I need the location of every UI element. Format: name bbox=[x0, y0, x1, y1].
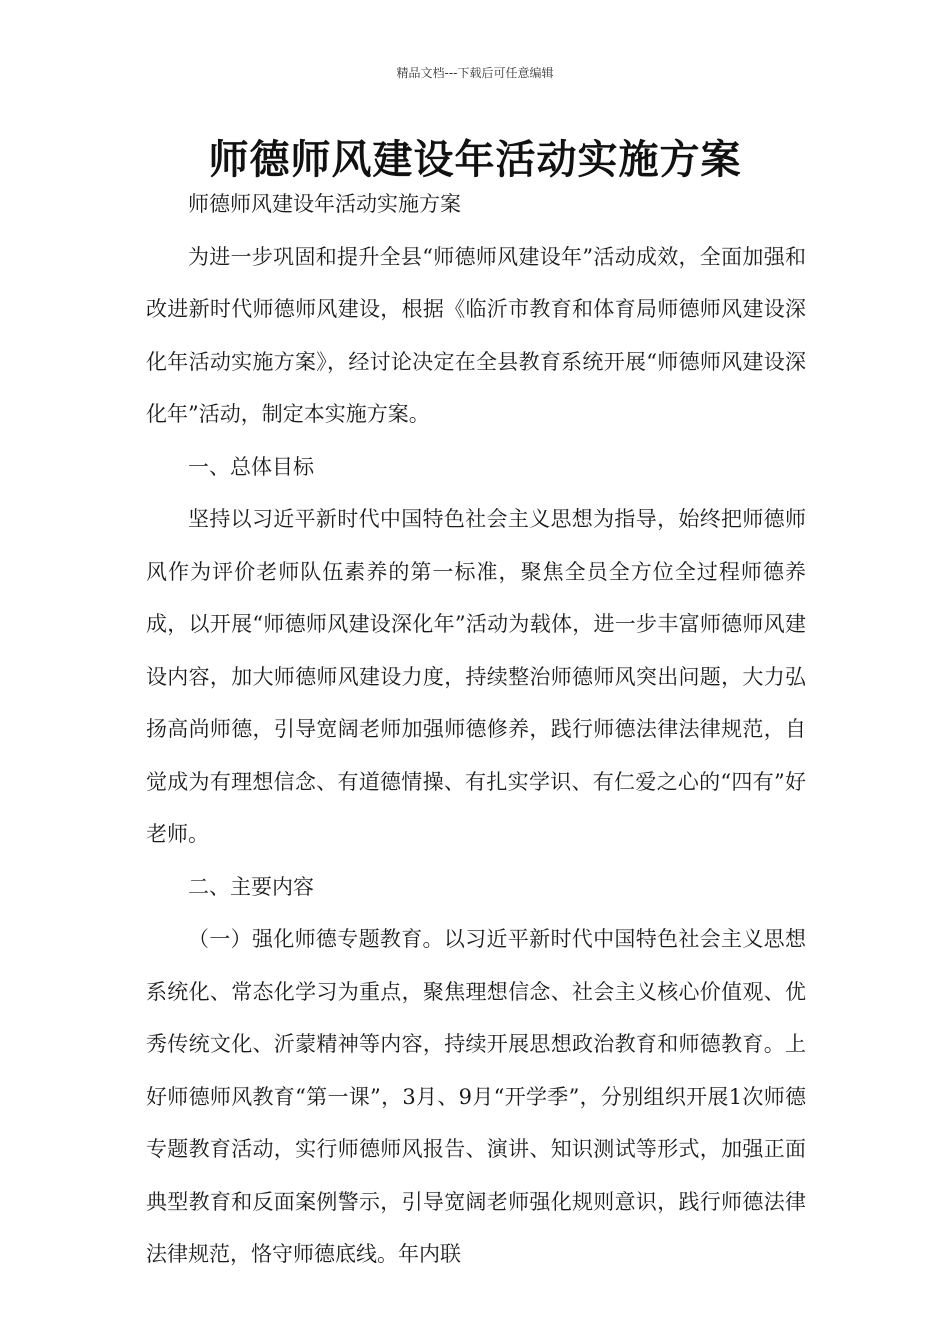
goal-paragraph: 坚持以习近平新时代中国特色社会主义思想为指导，始终把师德师风作为评价老师队伍素养的第一标准，聚焦全员全方位全过程师德养成，以开展“师德师风建设深化年”活动为载体，进一步丰富师德师风建设内容，加大师德师风建设力度，持续整治师德师风突出问题，大力弘扬高尚师德，引导宽阔老师加强师德修养，践行师德法律法律规范，自觉成为有理想信念、有道德情操、有扎实学识、有仁爱之心的“四有”好老师。 bbox=[146, 507, 806, 846]
content-paragraph: （一）强化师德专题教育。以习近平新时代中国特色社会主义思想系统化、常态化学习为重点，聚焦理想信念、社会主义核心价值观、优秀传统文化、沂蒙精神等内容，持续开展思想政治教育和师德教育。上好师德师风教育“第一课”，3月、9月“开学季”，分别组织开展1次师德专题教育活动，实行师德师风报告、演讲、知识测试等形式，加强正面典型教育和反面案例警示，引导宽阔老师强化规则意识，践行师德法律法律规范，恪守师德底线。年内联 bbox=[146, 927, 806, 1266]
intro-paragraph: 为进一步巩固和提升全县“师德师风建设年”活动成效，全面加强和改进新时代师德师风建设，根据《临沂市教育和体育局师德师风建设深化年活动实施方案》，经讨论决定在全县教育系统开展“师德师风建设深化年”活动，制定本实施方案。 bbox=[146, 244, 806, 426]
section-heading-1: 一、总体目标 bbox=[188, 454, 314, 479]
header-note: 精品文档---下载后可任意编辑 bbox=[396, 66, 554, 80]
subtitle-paragraph: 师德师风建设年活动实施方案 bbox=[188, 192, 461, 216]
document-title: 师德师风建设年活动实施方案 bbox=[208, 137, 742, 183]
section-heading-2: 二、主要内容 bbox=[188, 874, 314, 899]
document-body bbox=[146, 178, 806, 1281]
